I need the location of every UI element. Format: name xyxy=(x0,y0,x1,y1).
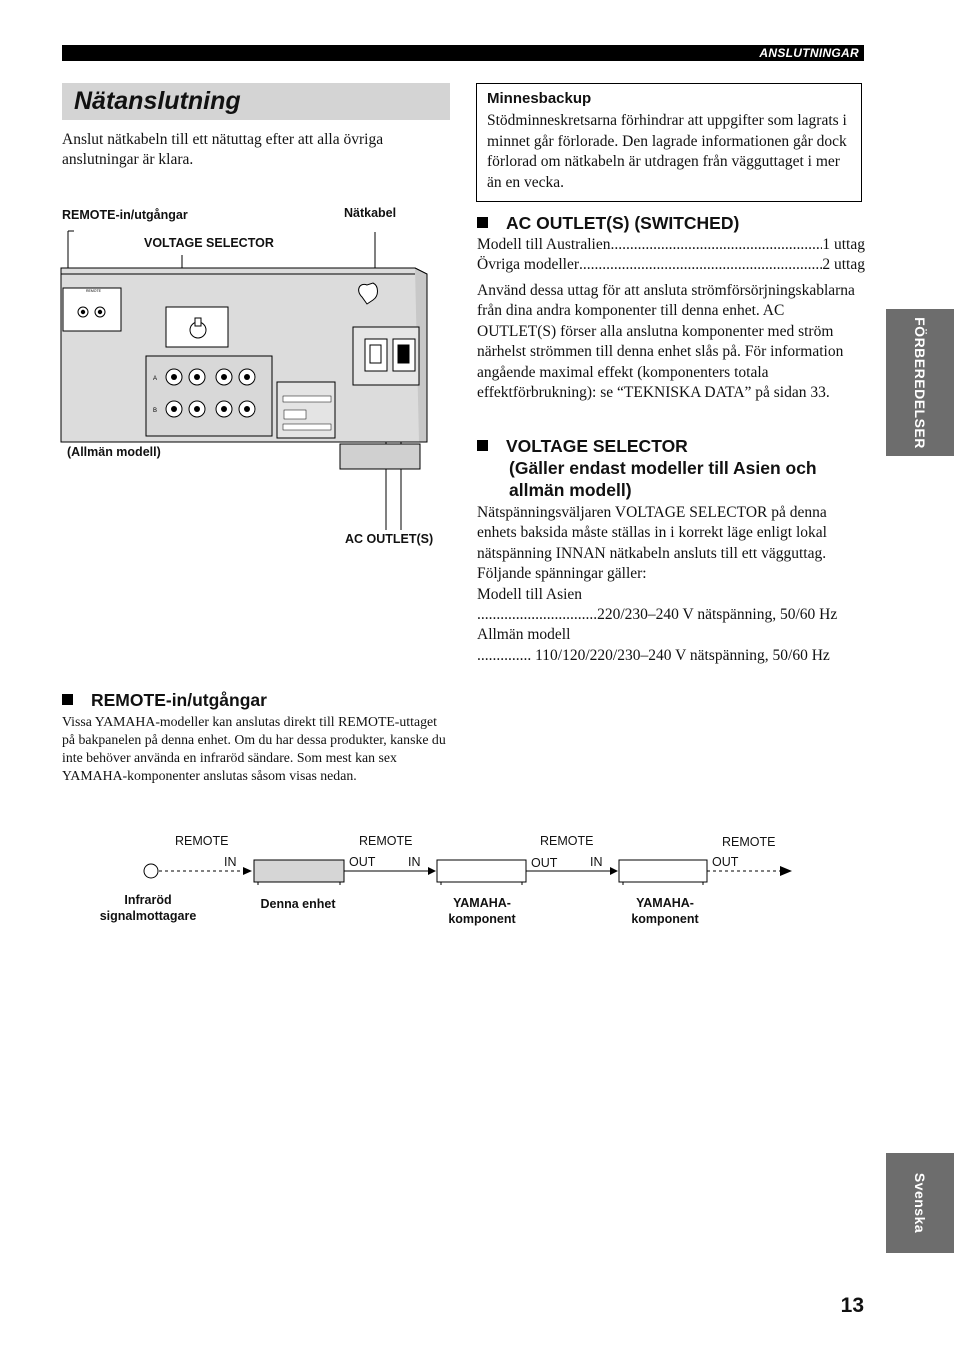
chain-in-label: IN xyxy=(224,855,237,869)
page-number: 13 xyxy=(840,1294,864,1317)
chain-this-unit: Denna enhet xyxy=(260,897,336,911)
chain-in-label: IN xyxy=(408,855,421,869)
chain-remote-label: REMOTE xyxy=(540,834,594,848)
remote-heading: REMOTE-in/utgångar xyxy=(62,689,267,711)
panel-remote-label: REMOTE xyxy=(86,289,101,293)
voltage-heading: VOLTAGE SELECTOR (Gäller endast modeller till Asien och allmän modell) xyxy=(477,435,867,501)
intro-text: Anslut nätkabeln till ett nätuttag efter att alla övriga anslutningar är klara. xyxy=(62,131,384,169)
ac-outlet-table xyxy=(477,235,865,276)
label-ac-outlets: AC OUTLET(S) xyxy=(345,532,434,546)
chain-remote-label: REMOTE xyxy=(722,835,776,849)
chain-remote-label: REMOTE xyxy=(175,834,229,848)
header-section: ANSLUTNINGAR xyxy=(759,46,859,60)
voltage-text: Nätspänningsväljaren VOLTAGE SELECTOR på denna enhets baksida måste ställas in i korrekt läge enligt lokal nätspänning INNAN nätkabeln ansluts till ett vägguttag. Följande spänningar gäller: Modell till Asien ...............................220/230–240 V nätspänning, 50/60 Hz Allmän modell .............. 110/120/220/230–240 V nätspänning, 50/60 Hz xyxy=(477,504,838,664)
chain-yamaha-component: YAMAHA- komponent xyxy=(448,896,516,926)
title-box xyxy=(62,83,450,120)
panel-a-label: A xyxy=(153,376,158,382)
ac-outlet-row: Modell till Australien ..... 1 uttag xyxy=(477,235,865,255)
chain-out-label: OUT xyxy=(349,855,376,869)
label-remote-io: REMOTE-in/utgångar xyxy=(62,208,188,222)
chain-ir-receiver: Infraröd signalmottagare xyxy=(99,893,197,923)
memory-backup-box xyxy=(476,83,862,202)
panel-b-label: B xyxy=(153,408,158,414)
label-general-model: (Allmän modell) xyxy=(67,445,161,459)
ac-outlet-heading: AC OUTLET(S) (SWITCHED) xyxy=(477,212,739,234)
label-voltage-selector: VOLTAGE SELECTOR xyxy=(144,236,274,250)
tab-language[interactable]: Svenska xyxy=(886,1153,954,1253)
chain-in-label: IN xyxy=(590,855,603,869)
square-bullet-icon xyxy=(477,217,488,228)
page-title: Nätanslutning xyxy=(74,87,241,115)
remote-text: Vissa YAMAHA-modeller kan anslutas direkt till REMOTE-uttaget på bakpanelen på denna enhet. Om du har dessa produkter, kanske du inte behöver använda en infraröd sändare. Som mest kan sex YAMAHA-komponenter anslutas såsom visas nedan. xyxy=(62,714,446,783)
memory-backup-text: Stödminneskretsarna förhindrar att uppgifter som lagrats i minnet går förlorade. Den lagrade informationen går dock förlorad om nätkabeln är utdragen från vägguttaget i mer än en vecka. xyxy=(487,112,847,191)
label-power-cable: Nätkabel xyxy=(344,206,397,220)
memory-backup-title: Minnesbackup xyxy=(487,90,592,107)
header-bar xyxy=(62,45,864,61)
chain-out-label: OUT xyxy=(712,855,739,869)
chain-remote-label: REMOTE xyxy=(359,834,413,848)
square-bullet-icon xyxy=(62,694,73,705)
chain-yamaha-component: YAMAHA- komponent xyxy=(631,896,699,926)
ac-outlet-row: Övriga modeller ..... 2 uttag xyxy=(477,255,865,275)
ac-outlet-text: Använd dessa uttag för att ansluta strömförsörjningskablarna från dina andra komponenter till denna enhet. AC OUTLET(S) förser alla anslutna komponenter med ström närhelst strömmen till denna enhet slås på. För information angående maximal effekt (komponenters totala effektförbrukning): se “TEKNISKA DATA” på sidan 33. xyxy=(477,282,855,402)
chain-out-label: OUT xyxy=(531,856,558,870)
tab-preparations[interactable]: FÖRBEREDELSER xyxy=(886,309,954,456)
square-bullet-icon xyxy=(477,440,488,451)
remote-chain-diagram xyxy=(140,845,800,895)
rear-panel-diagram xyxy=(55,200,455,560)
